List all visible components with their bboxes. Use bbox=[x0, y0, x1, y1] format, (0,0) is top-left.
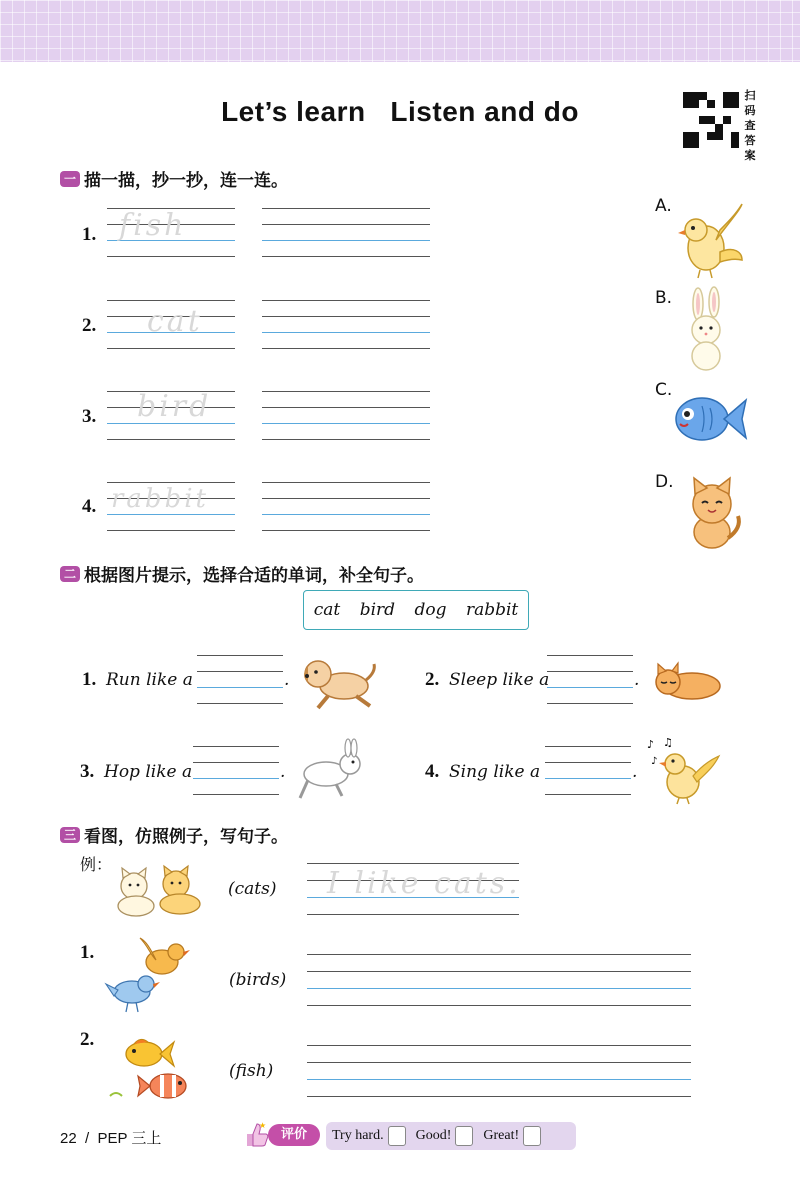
sleeping-cat-picture bbox=[650, 662, 724, 702]
fish-picture[interactable] bbox=[672, 392, 748, 446]
copy-grid[interactable] bbox=[262, 300, 430, 348]
answer-grid[interactable] bbox=[545, 746, 631, 794]
trace-grid bbox=[107, 482, 235, 530]
option-b-label: B. bbox=[655, 288, 673, 308]
section3-heading: 三 看图，仿照例子，写句子。 bbox=[60, 822, 288, 847]
self-evaluation-bar bbox=[326, 1122, 576, 1150]
bird-picture[interactable] bbox=[676, 200, 746, 280]
option-d-label: D. bbox=[655, 472, 674, 492]
trace-word: bird bbox=[137, 389, 212, 424]
hopping-rabbit-picture bbox=[296, 740, 366, 802]
example-trace-sentence: I like cats. bbox=[327, 866, 521, 901]
trace-word: cat bbox=[147, 304, 203, 339]
section3-item-2-answer-grid[interactable] bbox=[307, 1045, 691, 1096]
section1-heading: 一 描一描，抄一抄，连一连。 bbox=[60, 166, 288, 191]
top-decorative-band bbox=[0, 0, 800, 62]
page-number: 22 / PEP 三上 bbox=[60, 1130, 162, 1147]
section3-item-1-answer-grid[interactable] bbox=[307, 954, 691, 1005]
rating-checkbox-great[interactable] bbox=[523, 1126, 541, 1146]
word-bank-item: bird bbox=[359, 600, 396, 620]
svg-text:♫: ♫ bbox=[663, 736, 673, 749]
section3-item-2-hint: (fish) bbox=[229, 1061, 274, 1081]
singing-bird-picture bbox=[645, 736, 721, 806]
section2-heading: 二 根据图片提示，选择合适的单词，补全句子。 bbox=[60, 561, 424, 586]
svg-text:★: ★ bbox=[259, 1121, 267, 1130]
rabbit-picture[interactable] bbox=[678, 288, 734, 372]
svg-text:♪: ♪ bbox=[647, 738, 655, 751]
copy-grid[interactable] bbox=[262, 208, 430, 256]
section1-badge: 一 bbox=[60, 171, 80, 187]
qr-note: 扫 码 查 答 案 bbox=[744, 89, 756, 162]
answer-grid[interactable] bbox=[197, 655, 283, 703]
two-fish-picture bbox=[104, 1036, 194, 1104]
trace-word: fish bbox=[119, 208, 187, 243]
answer-grid[interactable] bbox=[547, 655, 633, 703]
copy-grid[interactable] bbox=[262, 391, 430, 439]
trace-word: rabbit bbox=[111, 484, 209, 514]
dog-picture bbox=[298, 652, 378, 712]
rating-label: Try hard. bbox=[332, 1128, 384, 1143]
thumbs-up-icon bbox=[243, 1120, 269, 1148]
option-c-label: C. bbox=[655, 380, 673, 400]
word-bank-item: rabbit bbox=[465, 600, 519, 620]
section3-item-1-hint: (birds) bbox=[229, 970, 287, 990]
section3-item-2-number: 2. bbox=[80, 1029, 95, 1050]
page-title: Let’s learn Listen and do bbox=[221, 96, 579, 127]
two-birds-picture bbox=[104, 938, 194, 1014]
rating-checkbox-try-hard[interactable] bbox=[388, 1126, 406, 1146]
copy-grid[interactable] bbox=[262, 482, 430, 530]
trace-grid bbox=[107, 391, 235, 439]
svg-text:♪: ♪ bbox=[651, 756, 658, 767]
section2-badge: 二 bbox=[60, 566, 80, 582]
cat-picture[interactable] bbox=[680, 476, 744, 550]
rating-label: Good! bbox=[415, 1128, 452, 1143]
two-cats-picture bbox=[110, 866, 206, 918]
example-grid bbox=[307, 863, 519, 914]
word-bank-item: dog bbox=[414, 600, 447, 620]
option-a-label: A. bbox=[655, 196, 672, 216]
trace-grid bbox=[107, 300, 235, 348]
trace-grid bbox=[107, 208, 235, 256]
section3-item-1-number: 1. bbox=[80, 942, 95, 963]
section3-badge: 三 bbox=[60, 827, 80, 843]
word-bank-item: cat bbox=[313, 600, 341, 620]
rating-checkbox-good[interactable] bbox=[455, 1126, 473, 1146]
evaluation-badge: 评价 bbox=[268, 1124, 320, 1146]
word-bank bbox=[303, 590, 529, 630]
rating-label: Great! bbox=[483, 1128, 520, 1143]
example-label: 例： bbox=[80, 855, 113, 874]
example-hint: (cats) bbox=[228, 879, 277, 899]
answer-grid[interactable] bbox=[193, 746, 279, 794]
qr-code bbox=[683, 92, 739, 148]
